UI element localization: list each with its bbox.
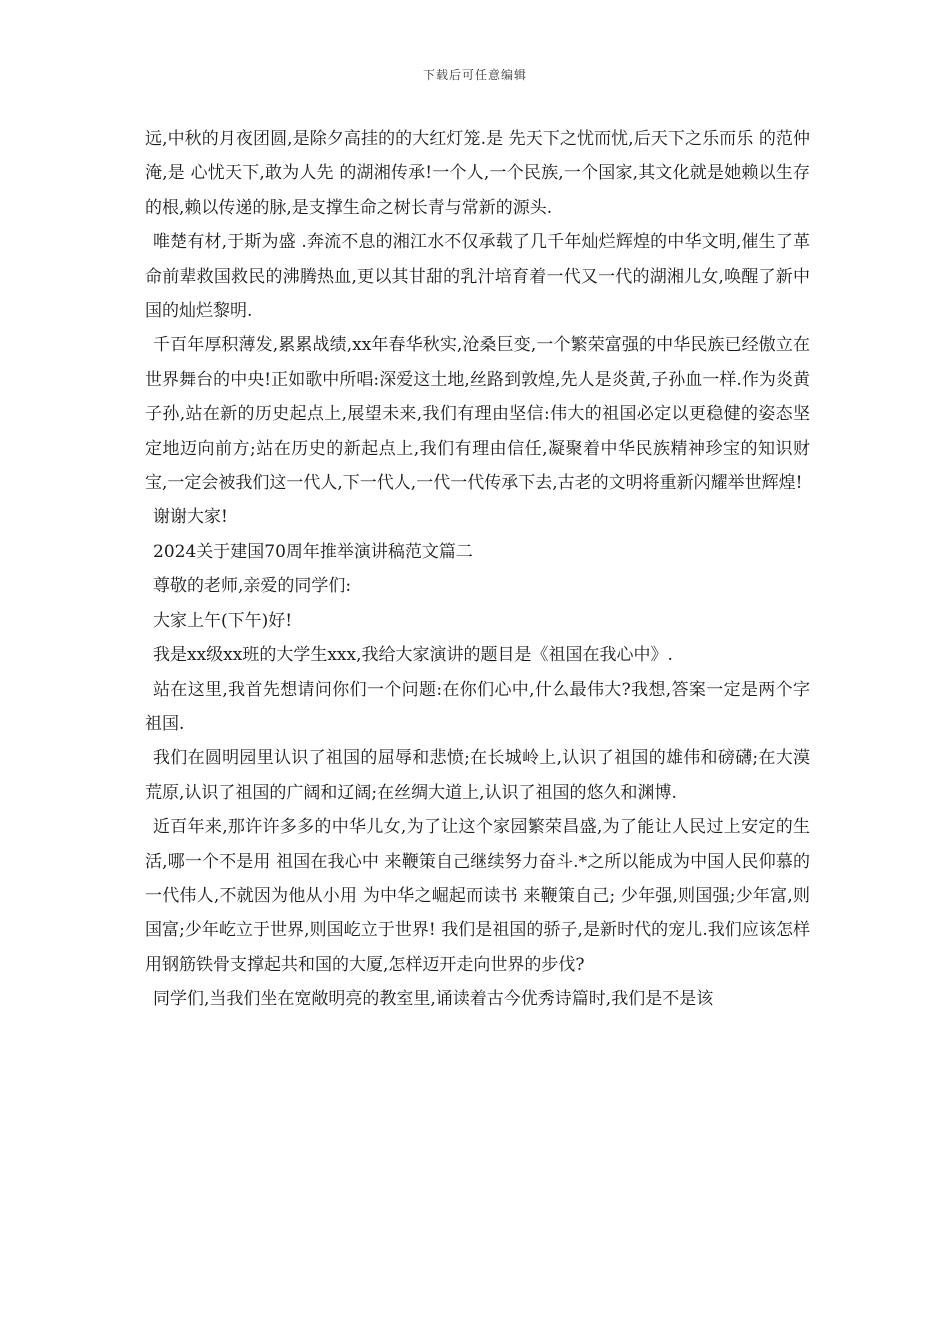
- page-header: 下载后可任意编辑: [422, 68, 527, 82]
- paragraph: 近百年来,那许许多多的中华儿女,为了让这个家园繁荣昌盛,为了能让人民过上安定的生活,哪一个不是用 祖国在我心中 来鞭策自己继续努力奋斗.*之所以能成为中国人民仰慕的一代伟人,不就因为他从小用 为中华之崛起而读书 来鞭策自己; 少年强,则国强;少年富,则国富;少年屹立于世界,则国屹立于世界! 我们是祖国的骄子,是新时代的宠儿.我们应该怎样用钢筋铁骨支撑起共和国的大厦,怎样迈开走向世界的步伐?: [145, 817, 810, 975]
- paragraph: 我们在圆明园里认识了祖国的屈辱和悲愤;在长城岭上,认识了祖国的雄伟和磅礴;在大漠荒原,认识了祖国的广阔和辽阔;在丝绸大道上,认识了祖国的悠久和渊博.: [145, 748, 810, 803]
- paragraph: 同学们,当我们坐在宽敞明亮的教室里,诵读着古今优秀诗篇时,我们是不是该: [153, 989, 714, 1010]
- salutation: 尊敬的老师,亲爱的同学们:: [153, 576, 352, 597]
- paragraph: 唯楚有材,于斯为盛 .奔流不息的湘江水不仅承载了几千年灿烂辉煌的中华文明,催生了革命前辈救国救民的沸腾热血,更以其甘甜的乳汁培育着一代又一代的湖湘儿女,唤醒了新中国的灿烂黎明.: [145, 232, 810, 322]
- paragraph: 千百年厚积薄发,累累战绩,xx年春华秋实,沧桑巨变,一个繁荣富强的中华民族已经傲立在世界舞台的中央!正如歌中所唱:深爱这土地,丝路到敦煌,先人是炎黄,子孙血一样.作为炎黄子孙,站在新的历史起点上,展望未来,我们有理由坚信:伟大的祖国必定以更稳健的姿态坚定地迈向前方;站在历史的新起点上,我们有理由信任,凝聚着中华民族精神珍宝的知识财宝,一定会被我们这一代人,下一代人,一代一代传承下去,古老的文明将重新闪耀举世辉煌!: [145, 335, 810, 494]
- document-body: [145, 122, 810, 1017]
- section-title: 2024关于建国70周年推举演讲稿范文篇二: [153, 541, 473, 562]
- paragraph: 我是xx级xx班的大学生xxx,我给大家演讲的题目是《祖国在我心中》.: [153, 645, 673, 666]
- paragraph: 远,中秋的月夜团圆,是除夕高挂的的大红灯笼.是 先天下之忧而忧,后天下之乐而乐 的范仲淹,是 心忧天下,敢为人先 的湖湘传承!一个人,一个民族,一个国家,其文化就是她赖以生存的根,赖以传递的脉,是支撑生命之树长青与常新的源头.: [145, 129, 810, 218]
- paragraph: 站在这里,我首先想请问你们一个问题:在你们心中,什么最伟大?我想,答案一定是两个字 祖国.: [145, 679, 810, 734]
- greeting: 大家上午(下午)好!: [153, 610, 293, 631]
- paragraph: 谢谢大家!: [153, 507, 228, 528]
